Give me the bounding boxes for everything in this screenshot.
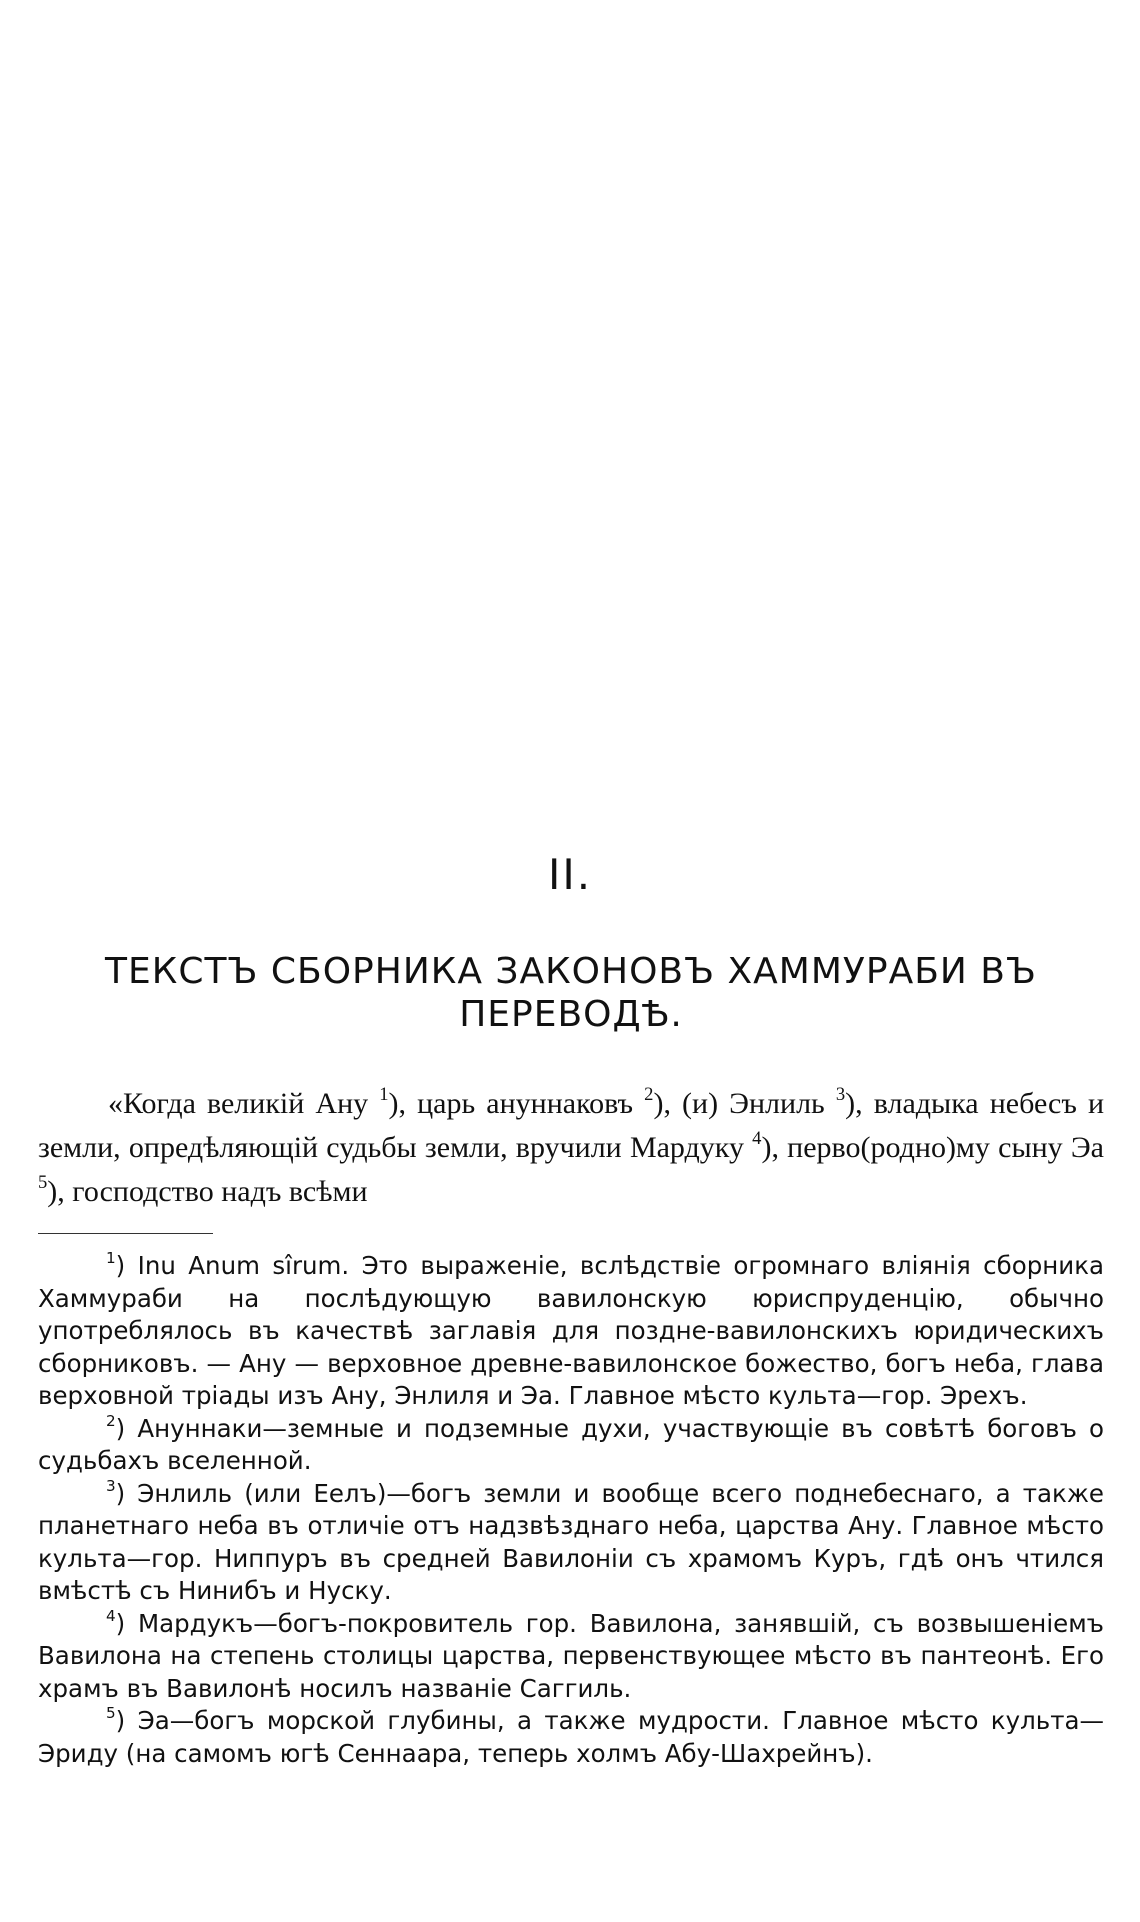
footnote-mark: 1 — [106, 1249, 116, 1268]
footnote-3 — [38, 1478, 1104, 1608]
footnote-2 — [38, 1413, 1104, 1478]
main-text-segment: ), (и) Энлиль — [653, 1087, 836, 1120]
footnote-ref-4: 4 — [752, 1128, 762, 1150]
footnote-text: ) Энлиль (или Еелъ)—богъ земли и вообще всего поднебеснаго, а также планетнаго неба въ отличіе отъ надзвѣзднаго неба, царства Ану. Главное мѣсто культа—гор. Ниппуръ въ средней Вавилоніи съ храмомъ Куръ, гдѣ онъ чтился вмѣстѣ съ Нинибъ и Нуску. — [38, 1478, 1104, 1605]
footnote-divider — [38, 1233, 213, 1234]
footnote-ref-5: 5 — [38, 1172, 48, 1194]
footnote-mark: 3 — [106, 1476, 116, 1495]
footnote-mark: 4 — [106, 1606, 116, 1625]
footnote-ref-3: 3 — [835, 1084, 846, 1106]
footnote-ref-2: 2 — [644, 1084, 654, 1106]
chapter-number: II. — [547, 850, 593, 899]
footnote-4 — [38, 1608, 1104, 1706]
footnote-1 — [38, 1250, 1104, 1413]
footnote-ref-1: 1 — [379, 1084, 389, 1106]
main-text-segment: ), владыка небесъ и земли, опредѣляющій судьбы земли, вручили Мардуку — [38, 1087, 1105, 1164]
footnotes-section — [38, 1250, 1104, 1770]
footnote-text: ) Inu Anum sîrum. Это выраженіе, вслѣдствіе огромнаго вліянія сборника Хаммураби на послѣдующую вавилонскую юриспруденцію, обычно употреблялось въ качествѣ заглавія для поздне-вавилонскихъ юридическихъ сборниковъ. — Ану — верховное древне-вавилонское божество, богъ неба, глава верховной тріады изъ Ану, Энлиля и Эа. Главное мѣсто культа—гор. Эрехъ. — [38, 1251, 1104, 1410]
chapter-title: ТЕКСТЪ СБОРНИКА ЗАКОНОВЪ ХАММУРАБИ ВЪ ПЕРЕВОДѢ. — [105, 951, 1037, 1035]
main-text-segment: ), царь ануннаковъ — [388, 1087, 645, 1120]
main-text-paragraph — [38, 1082, 1104, 1214]
main-text-segment: «Когда великій Ану — [108, 1087, 380, 1120]
main-text-segment: ), перво(родно)му сыну Эа — [761, 1131, 1104, 1164]
footnote-text: ) Эа—богъ морской глубины, а также мудрости. Главное мѣсто культа—Эриду (на самомъ югѣ Сеннаара, теперь холмъ Абу-Шахрейнъ). — [38, 1706, 1104, 1768]
footnote-mark: 2 — [106, 1411, 116, 1430]
main-text-segment: ), господство надъ всѣми — [47, 1175, 368, 1208]
footnote-text: ) Ануннаки—земные и подземные духи, участвующіе въ совѣтѣ боговъ о судьбахъ вселенной. — [38, 1413, 1104, 1475]
footnote-mark: 5 — [106, 1704, 116, 1723]
footnote-text: ) Мардукъ—богъ-покровитель гор. Вавилона, занявшій, съ возвышеніемъ Вавилона на степень столицы царства, первенствующее мѣсто въ пантеонѣ. Его храмъ въ Вавилонѣ носилъ названіе Саггиль. — [38, 1608, 1104, 1703]
footnote-5 — [38, 1705, 1104, 1770]
